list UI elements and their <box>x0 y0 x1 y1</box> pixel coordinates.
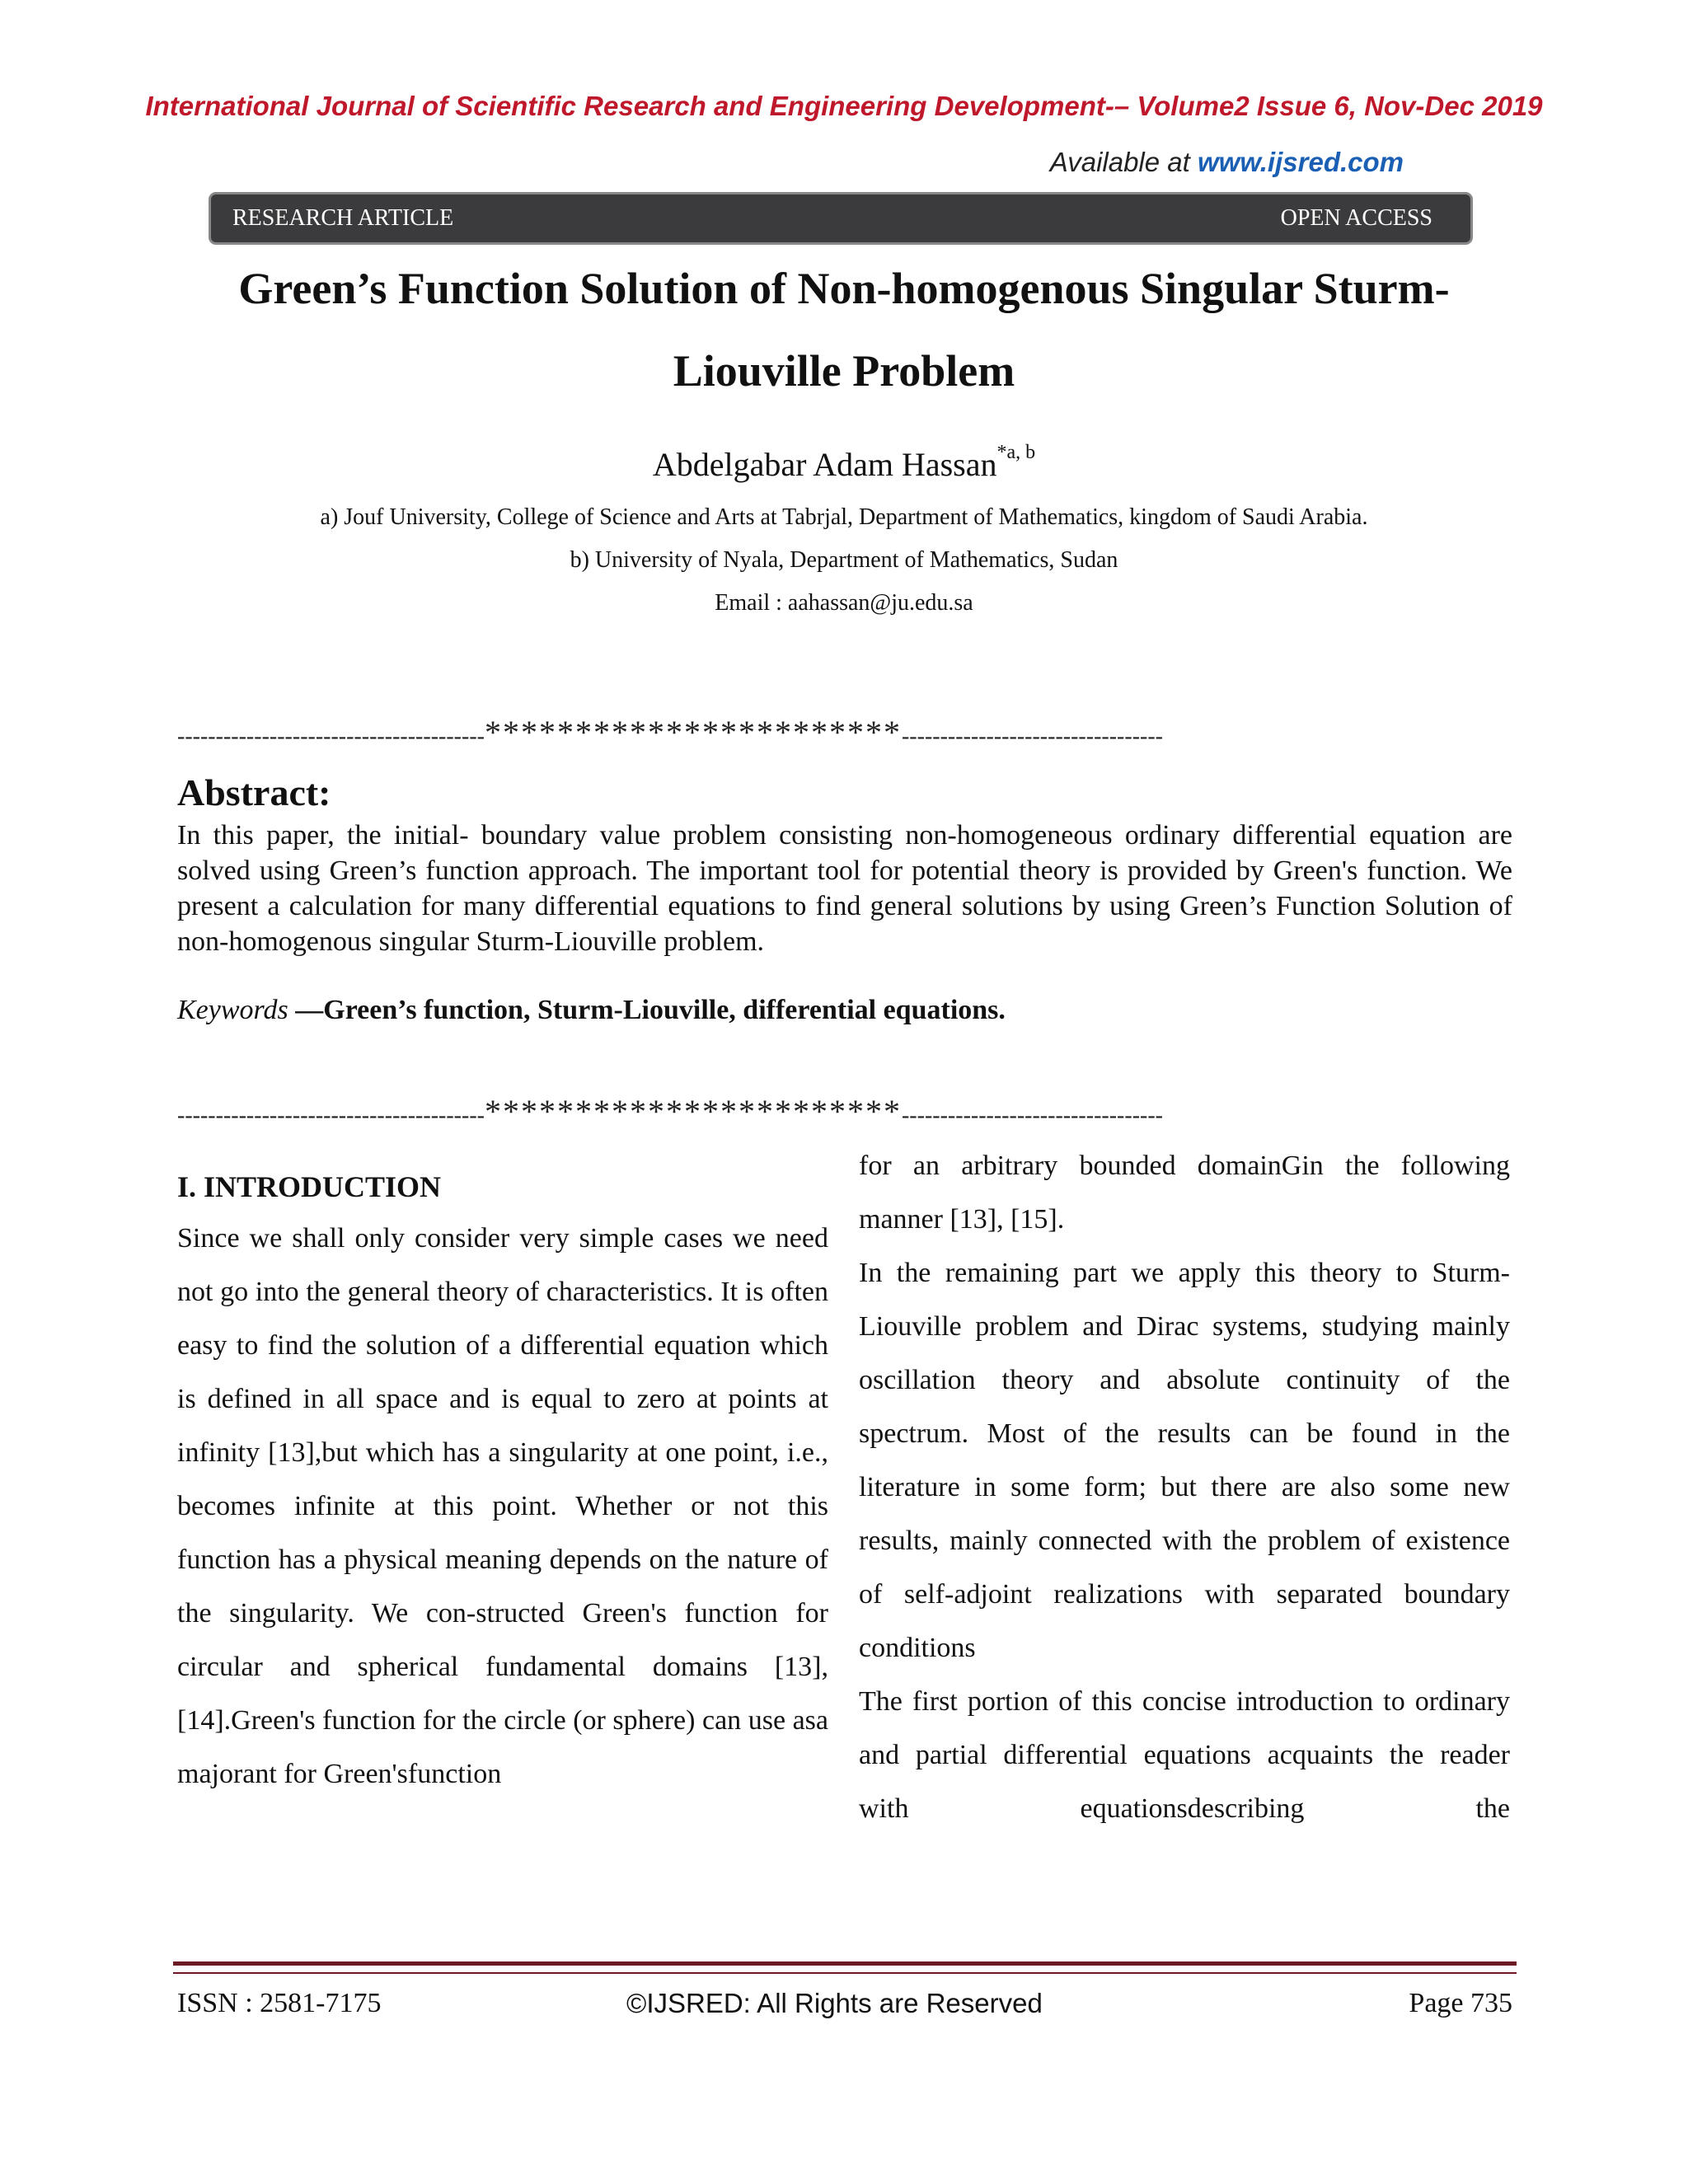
left-column <box>177 1162 828 1801</box>
separator-dashes-left: ---------------------------------------- <box>177 1103 485 1128</box>
intro-paragraph-1: Since we shall only consider very simple cases we need not go into the general theory of characteristics. It is often easy to find the solution of a differential equation which is defined in all space and is equal to zero at points at infinity [13],but which has a singularity at one point, i.e., becomes infinite at this point. Whether or not this function has a physical meaning depends on the nature of the singularity. We con-structed Green's function for circular and spherical fundamental domains [13], [14].Green's function for the circle (or sphere) can use asa majorant for Green'sfunction <box>177 1223 828 1789</box>
section-heading-introduction: I. INTRODUCTION <box>177 1170 442 1203</box>
footer-rule <box>173 1961 1517 1974</box>
footer-page-number: Page 735 <box>1409 1988 1512 2018</box>
author-line <box>0 442 1688 484</box>
paper-title-line-1: Green’s Function Solution of Non-homogenous Singular Sturm- <box>238 264 1450 313</box>
separator-stars: *********************** <box>484 1093 902 1130</box>
keywords-label: Keywords <box>177 995 288 1025</box>
journal-header: International Journal of Scientific Research and Engineering Development-– Volume2 Issue 6, Nov-Dec 2019 <box>145 91 1543 121</box>
separator-stars: *********************** <box>484 714 902 751</box>
keywords-list: —Green’s function, Sturm-Liouville, differential equations. <box>295 995 1006 1025</box>
separator-top <box>177 713 1512 752</box>
abstract-text: In this paper, the initial- boundary value problem consisting non-homogeneous ordinary differential equation are solved using Green’s function approach. The important tool for potential theory is provided by Green's function. We present a calculation for many differential equations to find general solutions by using Green’s Function Solution of non-homogenous singular Sturm-Liouville problem. <box>177 820 1512 957</box>
separator-bottom <box>177 1092 1512 1131</box>
abstract-heading: Abstract: <box>177 771 331 813</box>
intro-paragraph-2: for an arbitrary bounded domainGin the following manner [13], [15]. <box>859 1151 1510 1235</box>
separator-dashes-right: ---------------------------------- <box>901 1103 1163 1128</box>
footer-copyright: ©IJSRED: All Rights are Reserved <box>626 1988 1043 2018</box>
journal-url-link[interactable]: www.ijsred.com <box>1197 147 1404 177</box>
open-access-label: OPEN ACCESS <box>1280 205 1432 231</box>
paper-title <box>165 247 1523 412</box>
article-type-bar <box>211 194 1470 242</box>
paper-title-line-2: Liouville Problem <box>673 346 1015 396</box>
intro-paragraph-3: In the remaining part we apply this theory to Sturm-Liouville problem and Dirac systems, studying mainly oscillation theory and absolute continuity of the spectrum. Most of the results can be found in the literature in some form; but there are also some new results, mainly connected with the problem of existence of self-adjoint realizations with separated boundary conditions <box>859 1258 1510 1663</box>
affiliation-b: b) University of Nyala, Department of Mathematics, Sudan <box>570 547 1118 573</box>
separator-dashes-right: ---------------------------------- <box>901 724 1163 749</box>
author-email: Email : aahassan@ju.edu.sa <box>715 590 973 616</box>
availability-line <box>1050 147 1404 178</box>
affiliation-a: a) Jouf University, College of Science and Arts at Tabrjal, Department of Mathematics, kingdom of Saudi Arabia. <box>320 504 1368 530</box>
article-type-label: RESEARCH ARTICLE <box>232 205 454 231</box>
author-affiliation-marks: *a, b <box>996 442 1036 463</box>
available-prefix: Available at <box>1049 147 1198 177</box>
intro-paragraph-4: The first portion of this concise introduction to ordinary and partial differential equations acquaints the reader with equationsdescribing the <box>859 1686 1510 1824</box>
keywords-line <box>177 995 1006 1026</box>
footer-issn: ISSN : 2581-7175 <box>177 1988 382 2018</box>
right-column <box>859 1139 1510 1835</box>
separator-dashes-left: ---------------------------------------- <box>177 724 485 749</box>
author-name: Abdelgabar Adam Hassan <box>652 446 997 483</box>
